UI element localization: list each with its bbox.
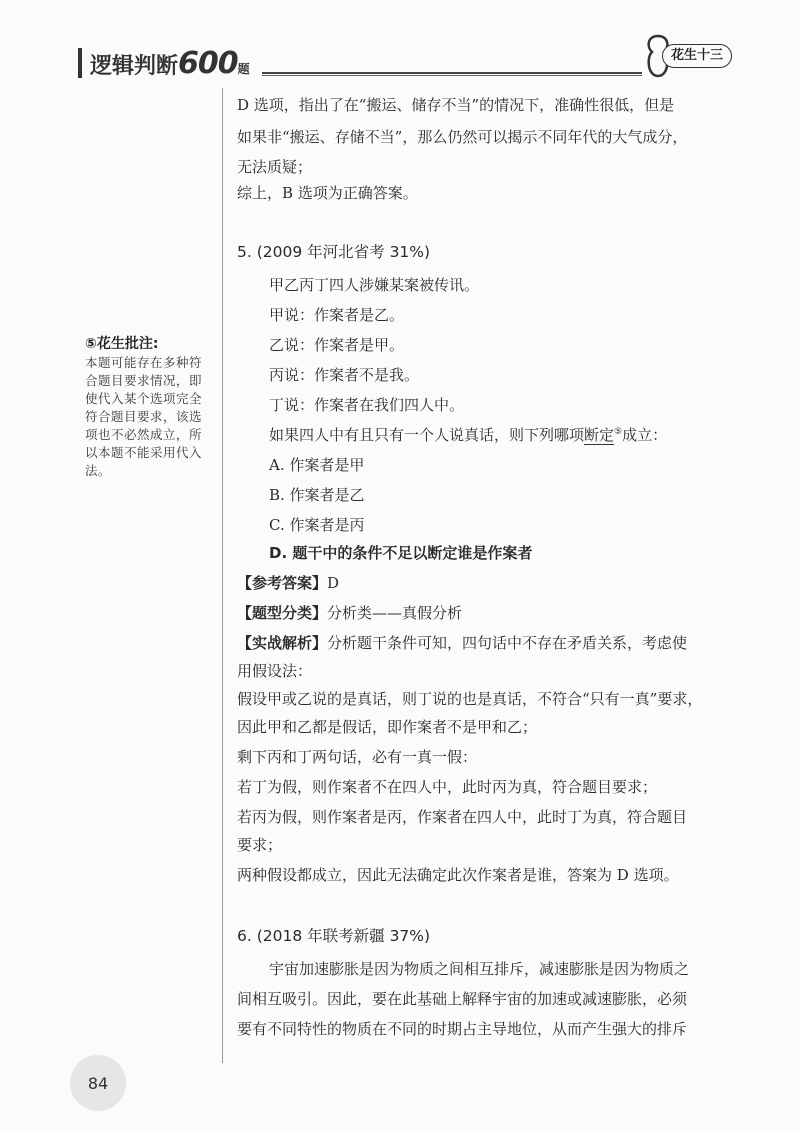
type-value: 分析类——真假分析 <box>327 604 463 622</box>
header-rule-thin <box>262 75 642 76</box>
q5-analysis-line: 因此甲和乙都是假话，即作案者不是甲和乙； <box>237 718 538 736</box>
side-note-line: 以本题不能采用代入 <box>85 445 203 460</box>
q5-question-text: 如果四人中有且只有一个人说真话，则下列哪项 <box>269 426 585 444</box>
q5-analysis-line: 若丁为假，则作案者不在四人中，此时丙为真，符合题目要求； <box>237 778 658 796</box>
q5-analysis-line: 剩下丙和丁两句话，必有一真一假： <box>237 748 478 766</box>
analysis-label: 【实战解析】 <box>237 634 328 652</box>
q5-analysis-first <box>237 632 687 653</box>
type-label: 【题型分类】 <box>237 604 328 622</box>
header-bar <box>78 48 82 78</box>
brand-badge <box>640 32 740 80</box>
q5-option-d: D. 题干中的条件不足以断定谁是作案者 <box>269 544 533 562</box>
answer-value: D <box>327 574 340 592</box>
analysis-text: 分析题干条件可知，四句话中不存在矛盾关系，考虑使 <box>327 634 688 652</box>
q5-analysis-line: 若丙为假，则作案者是丙，作案者在四人中，此时丁为真，符合题目 <box>237 808 688 826</box>
q5-stem-line: 乙说：作案者是甲。 <box>269 336 405 354</box>
book-title <box>90 46 250 81</box>
page-number: 84 <box>87 1074 109 1093</box>
footnote-marker: ⑤ <box>614 427 623 437</box>
side-note-line: 项也不必然成立，所 <box>85 427 203 442</box>
book-title-suffix: 题 <box>237 62 250 76</box>
q5-analysis-line: 假设甲或乙说的是真话，则丁说的也是真话，不符合“只有一真”要求， <box>237 690 703 708</box>
q5-analysis-line: 用假设法： <box>237 662 313 680</box>
q6-text-line: 间相互吸引。因此，要在此基础上解释宇宙的加速或减速膨胀，必须 <box>237 990 688 1008</box>
side-note-line: 合题目要求情况，即 <box>85 373 203 388</box>
answer-label: 【参考答案】 <box>237 574 328 592</box>
q5-option-a: A. 作案者是甲 <box>269 456 365 474</box>
q5-answer <box>237 572 339 593</box>
side-note-line: 法。 <box>85 463 112 478</box>
q5-header: 5. (2009 年河北省考 31%) <box>237 243 431 261</box>
q6-header: 6. (2018 年联考新疆 37%) <box>237 927 431 945</box>
side-note-line: 使代入某个选项完全 <box>85 391 203 406</box>
q5-question-underlined: 断定 <box>584 426 615 444</box>
q6-text-line: 宇宙加速膨胀是因为物质之间相互排斥，减速膨胀是因为物质之 <box>269 960 690 978</box>
q5-stem-line: 丙说：作案者不是我。 <box>269 366 420 384</box>
prev-text-line: 综上，B 选项为正确答案。 <box>237 184 418 202</box>
q5-stem-line: 丁说：作案者在我们四人中。 <box>269 396 465 414</box>
book-title-text: 逻辑判断 <box>90 54 179 79</box>
side-note-body <box>85 354 213 480</box>
q5-type <box>237 602 462 623</box>
side-note-title: ⑤花生批注: <box>85 336 159 352</box>
brand-text: 花生十三 <box>662 44 732 68</box>
q5-stem-line: 甲说：作案者是乙。 <box>269 306 405 324</box>
book-title-number: 600 <box>178 46 238 81</box>
q5-option-c: C. 作案者是丙 <box>269 516 365 534</box>
q6-text-line: 要有不同特性的物质在不同的时期占主导地位，从而产生强大的排斥 <box>237 1020 688 1038</box>
q5-stem-line: 甲乙丙丁四人涉嫌某案被传讯。 <box>269 276 480 294</box>
header-rule <box>262 72 642 74</box>
q5-question <box>269 424 667 445</box>
side-note-line: 符合题目要求，该选 <box>85 409 203 424</box>
side-note-line: 本题可能存在多种符 <box>85 355 203 370</box>
prev-text-line: D 选项，指出了在“搬运、储存不当”的情况下，准确性很低，但是 <box>237 96 675 114</box>
q5-analysis-line: 要求； <box>237 836 283 854</box>
margin-divider <box>222 88 223 1063</box>
q5-option-b: B. 作案者是乙 <box>269 486 365 504</box>
q5-question-text-end: 成立： <box>622 426 668 444</box>
prev-text-line: 无法质疑； <box>237 158 313 176</box>
prev-text-line: 如果非“搬运、存储不当”，那么仍然可以揭示不同年代的大气成分， <box>237 128 688 146</box>
q5-analysis-line: 两种假设都成立，因此无法确定此次作案者是谁，答案为 D 选项。 <box>237 866 679 884</box>
